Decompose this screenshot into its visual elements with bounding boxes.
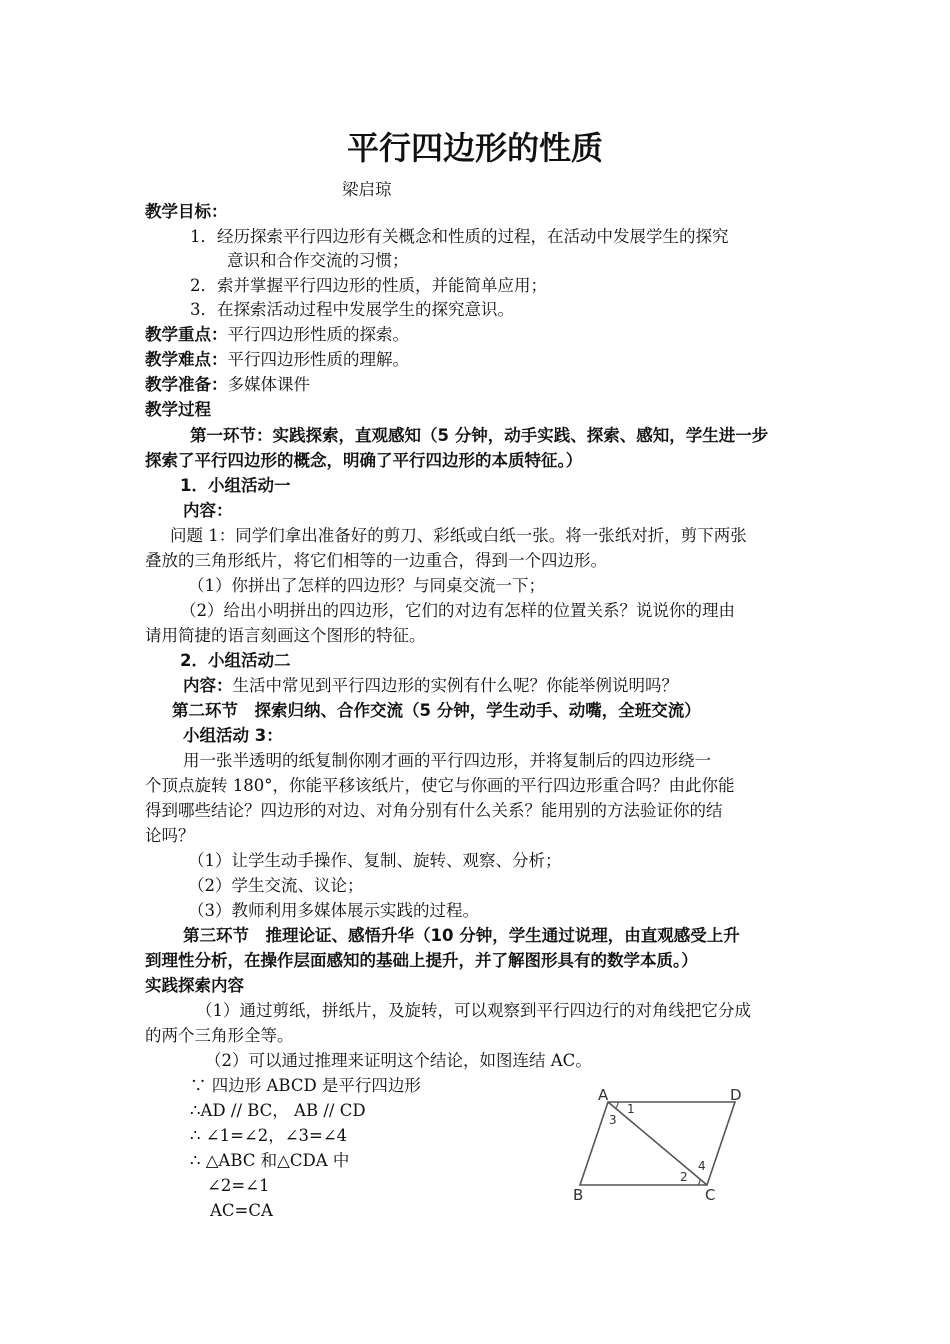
angle-3-label: 3 bbox=[609, 1113, 617, 1127]
section2-step3: （3）教师利用多媒体展示实践的过程。 bbox=[188, 901, 479, 920]
proof-line-4: ∴ △ABC 和△CDA 中 bbox=[190, 1151, 350, 1170]
activity1-heading: 1．小组活动一 bbox=[180, 476, 291, 495]
parallelogram-figure bbox=[560, 1078, 760, 1208]
goal-item-1: 1．经历探索平行四边形有关概念和性质的过程，在活动中发展学生的探究 bbox=[190, 227, 729, 246]
proof-line-5: ∠2=∠1 bbox=[207, 1176, 270, 1195]
section2-para-line4: 论吗？ bbox=[145, 826, 195, 845]
diagonal-ac bbox=[608, 1102, 707, 1185]
prep-label: 教学准备： bbox=[145, 375, 228, 394]
key-point-label: 教学重点： bbox=[145, 325, 228, 344]
angle-2-label: 2 bbox=[680, 1170, 688, 1184]
goals-heading: 教学目标： bbox=[145, 202, 228, 221]
section2-step2: （2）学生交流、议论； bbox=[188, 876, 364, 895]
section2-heading: 第二环节 探索归纳、合作交流（5 分钟，学生动手、动嘴，全班交流） bbox=[172, 701, 701, 720]
vertex-c-label: C bbox=[705, 1186, 716, 1204]
content-label: 内容： bbox=[183, 501, 233, 520]
practice-item2: （2）可以通过推理来证明这个结论，如图连结 AC。 bbox=[205, 1051, 592, 1070]
proof-line-3: ∴ ∠1=∠2，∠3=∠4 bbox=[190, 1126, 348, 1145]
question1-b-line2: 请用简捷的语言刻画这个图形的特征。 bbox=[145, 626, 426, 645]
question1-line2: 叠放的三角形纸片，将它们相等的一边重合，得到一个四边形。 bbox=[145, 551, 607, 570]
section2-step1: （1）让学生动手操作、复制、旋转、观察、分析； bbox=[188, 851, 562, 870]
question1-a: （1）你拼出了怎样的四边形？与同桌交流一下； bbox=[188, 576, 545, 595]
section1-heading-line2: 探索了平行四边形的概念，明确了平行四边形的本质特征。） bbox=[145, 451, 583, 470]
vertex-b-label: B bbox=[573, 1186, 584, 1204]
content2-label: 内容： bbox=[183, 676, 233, 695]
vertex-d-label: D bbox=[730, 1086, 742, 1104]
practice-item1-line1: （1）通过剪纸，拼纸片，及旋转，可以观察到平行四边行的对角线把它分成 bbox=[196, 1001, 751, 1020]
section3-heading-line1: 第三环节 推理论证、感悟升华（10 分钟，学生通过说理，由直观感受上升 bbox=[183, 926, 740, 945]
difficulty-text: 平行四边形性质的理解。 bbox=[227, 350, 409, 369]
prep-line bbox=[145, 373, 310, 397]
content2-line bbox=[183, 674, 678, 698]
activity3-heading: 小组活动 3： bbox=[183, 726, 283, 745]
proof-line-2: ∴AD // BC， AB // CD bbox=[190, 1101, 366, 1120]
question1-b-line1: （2）给出小明拼出的四边形，它们的对边有怎样的位置关系？说说你的理由 bbox=[180, 601, 735, 620]
proof-line-1: ∵ 四边形 ABCD 是平行四边形 bbox=[190, 1076, 421, 1095]
section2-para-line2: 个顶点旋转 180°，你能平移该纸片，使它与你画的平行四边形重合吗？由此你能 bbox=[145, 776, 735, 795]
question1-line1: 问题 1：同学们拿出准备好的剪刀、彩纸或白纸一张。将一张纸对折，剪下两张 bbox=[170, 526, 747, 545]
practice-heading: 实践探索内容 bbox=[145, 976, 244, 995]
goal-item-2: 2．索并掌握平行四边形的性质，并能简单应用； bbox=[190, 276, 547, 295]
angle-1-label: 1 bbox=[627, 1102, 635, 1116]
section3-heading-line2: 到理性分析，在操作层面感知的基础上提升，并了解图形具有的数学本质。） bbox=[145, 951, 698, 970]
goal-item-1-cont: 意识和合作交流的习惯； bbox=[227, 251, 409, 270]
section2-para-line1: 用一张半透明的纸复制你刚才画的平行四边形，并将复制后的四边形绕一 bbox=[183, 751, 711, 770]
difficulty-label: 教学难点： bbox=[145, 350, 228, 369]
prep-text: 多媒体课件 bbox=[227, 375, 310, 394]
angle-arc-a bbox=[616, 1102, 618, 1108]
content2-text: 生活中常见到平行四边形的实例有什么呢？你能举例说明吗？ bbox=[232, 676, 678, 695]
angle-arc-c bbox=[698, 1179, 700, 1185]
goal-item-3: 3．在探索活动过程中发展学生的探究意识。 bbox=[190, 300, 514, 319]
section2-para-line3: 得到哪些结论？四边形的对边、对角分别有什么关系？能用别的方法验证你的结 bbox=[145, 801, 723, 820]
activity2-heading: 2．小组活动二 bbox=[180, 651, 291, 670]
practice-item1-line2: 的两个三角形全等。 bbox=[145, 1026, 294, 1045]
key-point-text: 平行四边形性质的探索。 bbox=[227, 325, 409, 344]
author-name: 梁启琼 bbox=[342, 180, 392, 199]
section1-heading-line1: 第一环节：实践探索，直观感知（5 分钟，动手实践、探索、感知，学生进一步 bbox=[190, 426, 769, 445]
document-title: 平行四边形的性质 bbox=[346, 129, 603, 167]
proof-line-6: AC=CA bbox=[210, 1201, 273, 1220]
process-heading: 教学过程 bbox=[145, 400, 211, 419]
vertex-a-label: A bbox=[598, 1086, 609, 1104]
difficulty-line bbox=[145, 348, 409, 372]
angle-4-label: 4 bbox=[698, 1159, 706, 1173]
key-point-line bbox=[145, 323, 409, 347]
